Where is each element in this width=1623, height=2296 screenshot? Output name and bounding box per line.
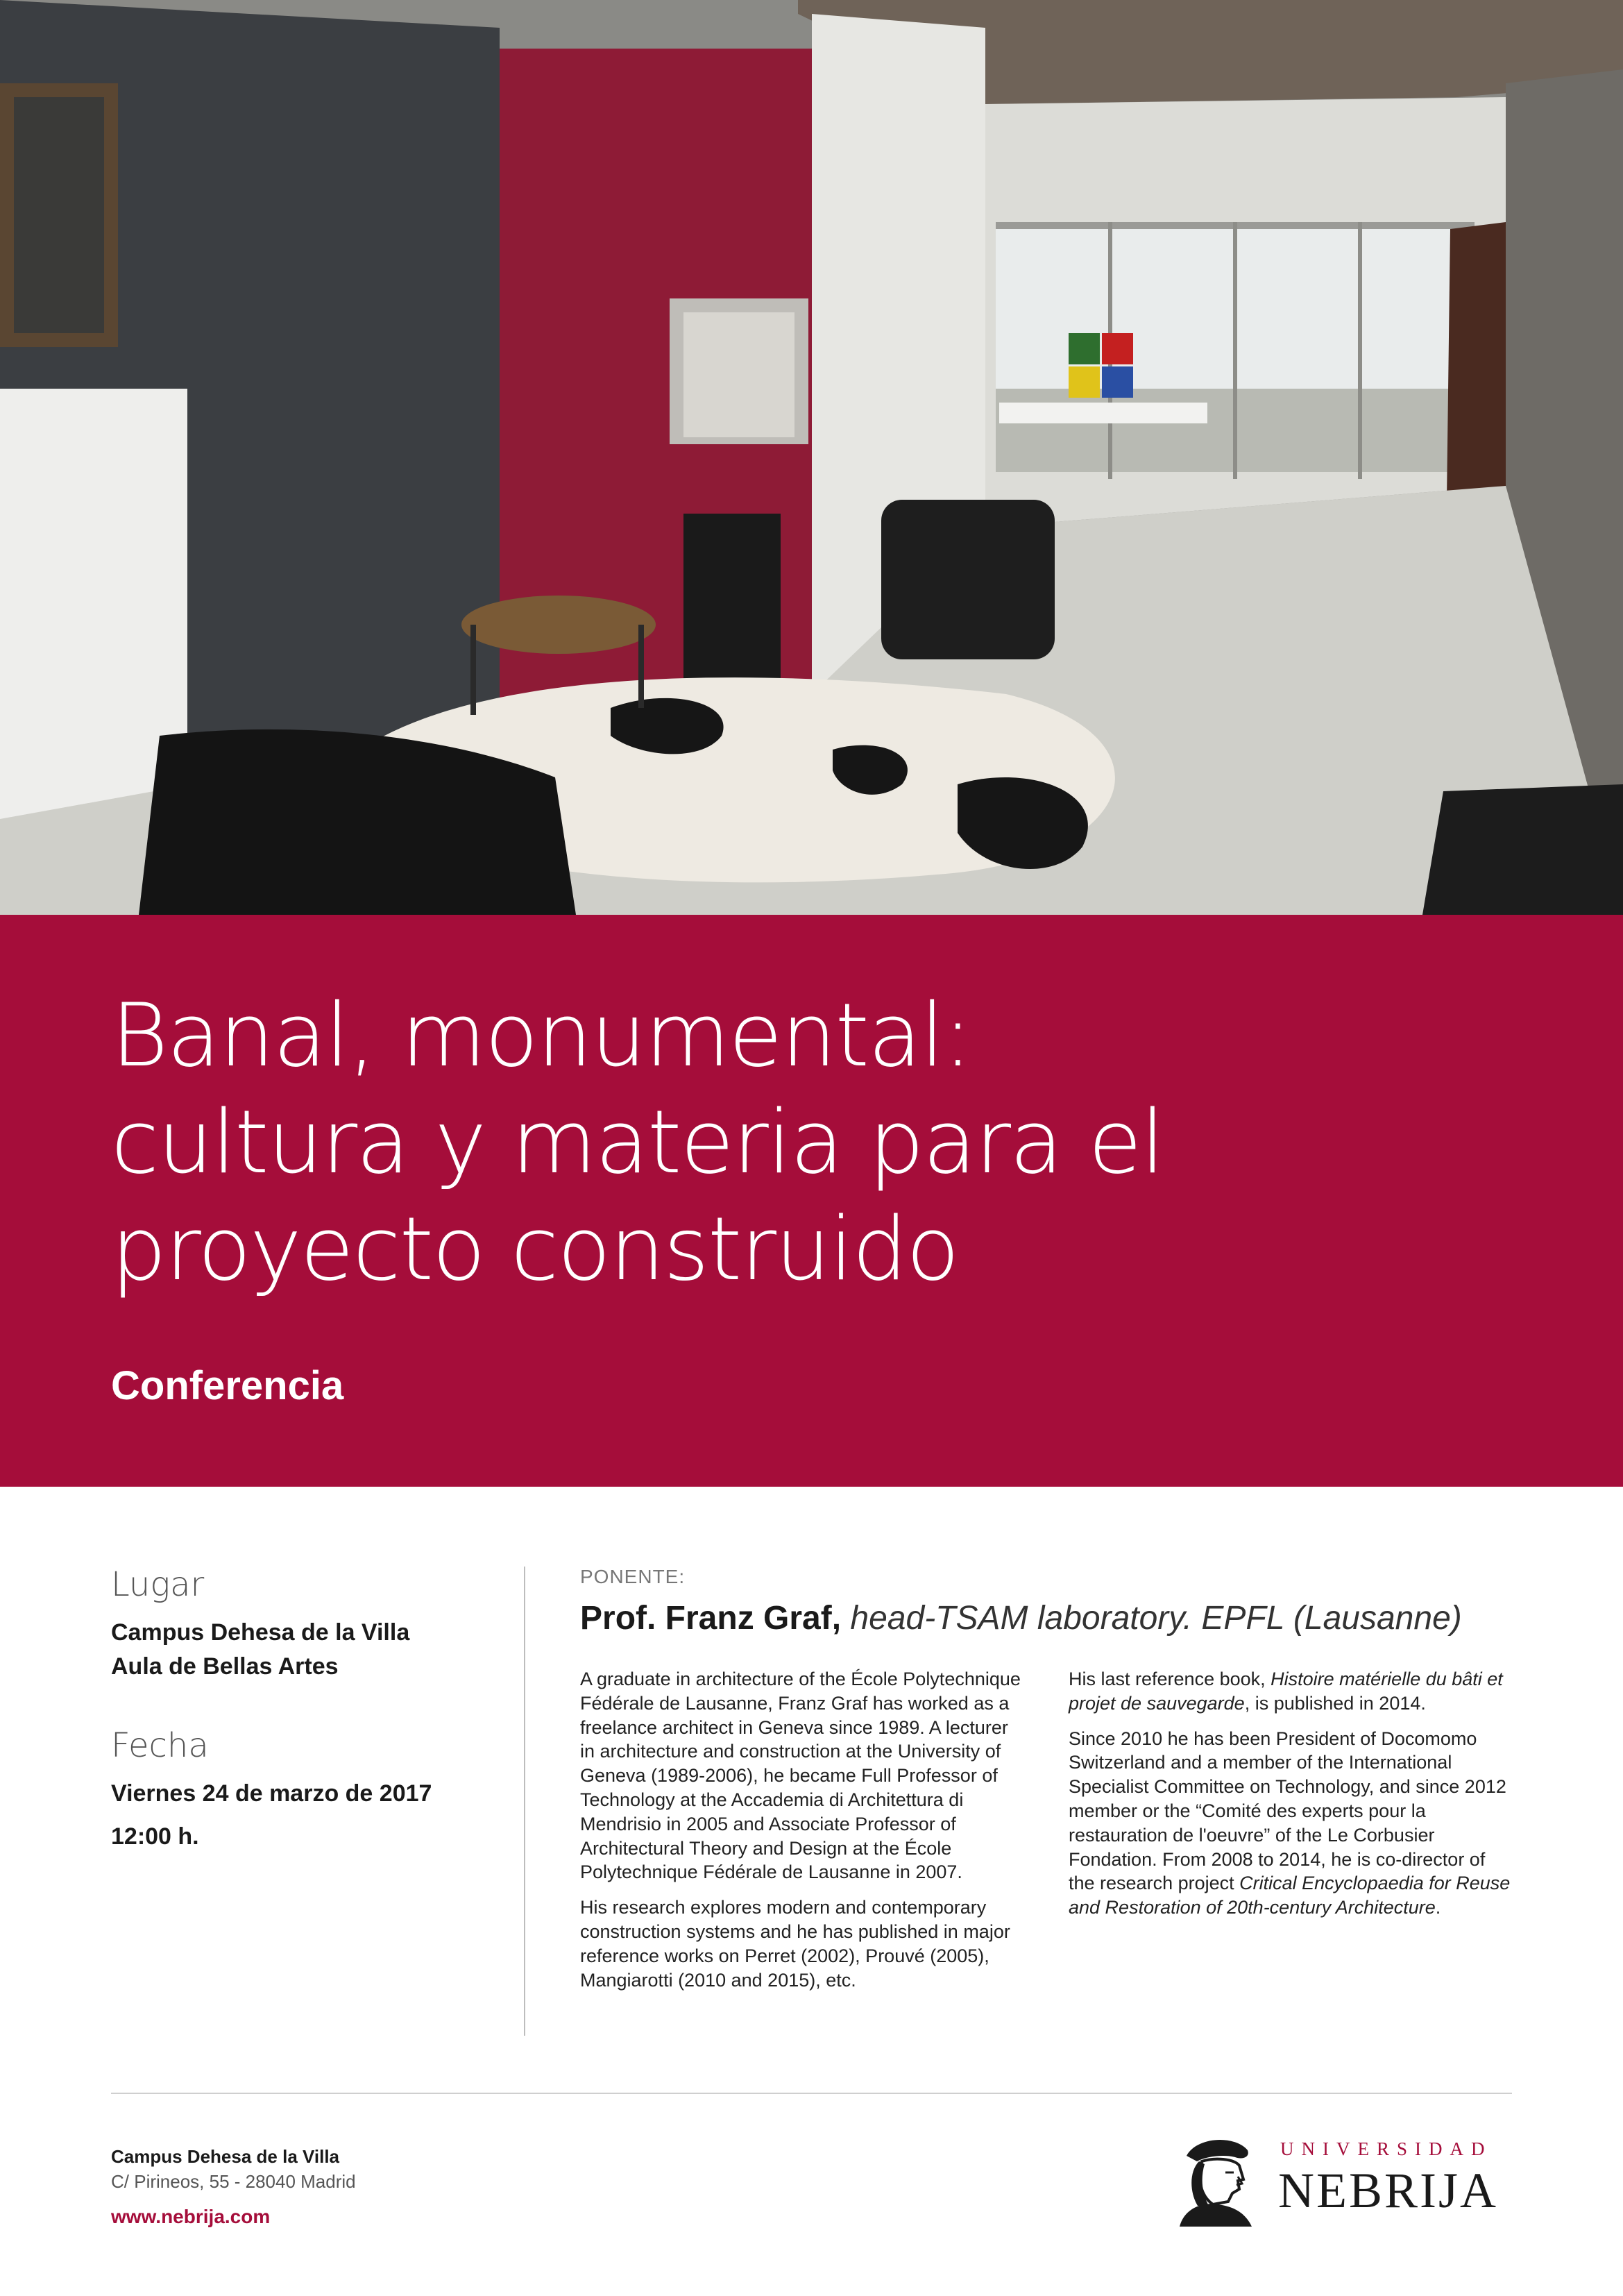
bio-paragraph-3 xyxy=(1069,1667,1513,1716)
project-title: Critical Encyclopaedia for Reuse and Restoration of 20th-century Architecture xyxy=(1069,1873,1511,1918)
bio-text: Since 2010 he has been President of Docomomo Switzerland and a member of the International Specialist Committee on Technology, and since 2012 member or the “Comité des experts pour la restauration de l'oeuvre” of the Le Corbusier Fondation. From 2008 to 2014, he is co-director of the research project xyxy=(1069,1728,1506,1894)
page-title: Banal, monumental: cultura y materia para el proyecto construido xyxy=(111,984,1164,1300)
footer-address: C/ Pirineos, 55 - 28040 Madrid xyxy=(111,2171,356,2192)
place-line-1: Campus Dehesa de la Villa xyxy=(111,1619,410,1646)
interior-photo xyxy=(0,0,1623,915)
speaker-line xyxy=(580,1598,1462,1639)
speaker-name: Prof. Franz Graf, xyxy=(580,1600,842,1637)
logo-nebrija-text: NEBRIJA xyxy=(1278,2163,1499,2218)
column-divider xyxy=(524,1567,525,2036)
bio-paragraph-4 xyxy=(1069,1727,1513,1920)
website-link[interactable]: www.nebrija.com xyxy=(111,2206,271,2227)
logo-university-text: UNIVERSIDAD xyxy=(1280,2138,1493,2159)
date-label: Fecha xyxy=(111,1726,209,1765)
bio-column-2 xyxy=(1069,1667,1513,1931)
place-line-2: Aula de Bellas Artes xyxy=(111,1653,339,1680)
footer-campus: Campus Dehesa de la Villa xyxy=(111,2146,339,2167)
book-title: Histoire matérielle du bâti et projet de sauvegarde xyxy=(1069,1669,1503,1714)
speaker-heading: PONENTE: xyxy=(580,1566,686,1587)
bio-text: His last reference book, xyxy=(1069,1669,1271,1689)
date-line-1: Viernes 24 de marzo de 2017 xyxy=(111,1780,432,1807)
date-line-2: 12:00 h. xyxy=(111,1823,199,1850)
bio-paragraph-1: A graduate in architecture of the École Polytechnique Fédérale de Lausanne, Franz Graf has worked as a freelance architect in Geneva since 1989. A lecturer in architecture and construction at the University of Geneva (1989-2006), he became Full Professor of Technology at the Accademia di Architettura di Mendrisio in 2005 and Associate Professor of Architectural Theory and Design at the École Polytechnique Fédérale de Lausanne in 2007. xyxy=(580,1669,1021,1883)
bio-paragraph-2: His research explores modern and contemporary construction systems and he has published in major reference works on Perret (2002), Prouvé (2005), Mangiarotti (2010 and 2015), etc. xyxy=(580,1897,1010,1991)
nebrija-portrait-emblem-icon xyxy=(1159,2129,1270,2227)
bio-text: , is published in 2014. xyxy=(1244,1692,1426,1714)
university-logo[interactable] xyxy=(1159,2129,1520,2227)
bio-column-1 xyxy=(580,1667,1024,2003)
speaker-affiliation: head-TSAM laboratory. EPFL (Lausanne) xyxy=(850,1600,1462,1637)
bio-text: . xyxy=(1435,1897,1441,1918)
place-label: Lugar xyxy=(111,1565,205,1604)
footer-divider xyxy=(111,2093,1512,2094)
event-type: Conferencia xyxy=(111,1363,344,1408)
